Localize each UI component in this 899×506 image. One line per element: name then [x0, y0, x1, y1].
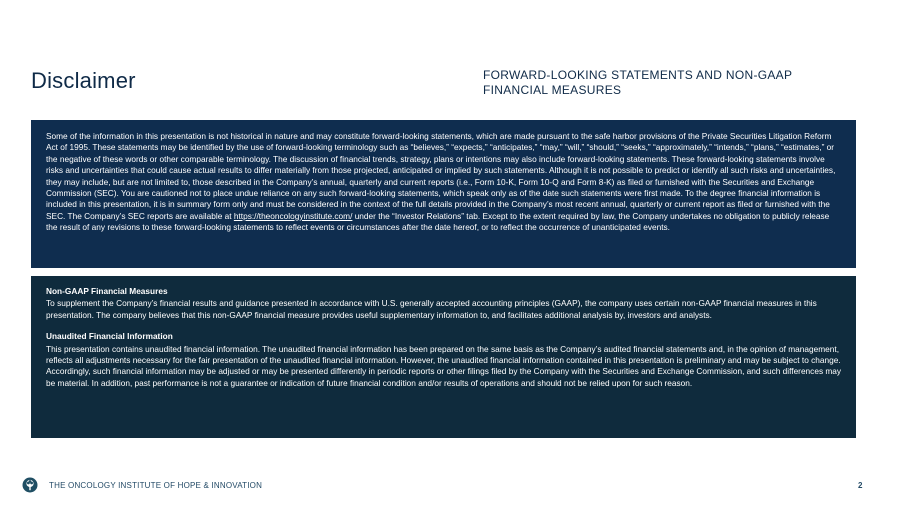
tree-logo-icon: [22, 477, 38, 493]
page-number: 2: [858, 481, 863, 490]
page-subtitle: FORWARD-LOOKING STATEMENTS AND NON-GAAP FINANCIAL MEASURES: [483, 68, 793, 97]
unaudited-text: This presentation contains unaudited financial information. The unaudited financial information has been prepared on the same basis as the Company’s audited financial statements and, in the opinion of management, reflects all adjustments necessary for the fair presentation of the unaudited financial information. However, the unaudited financial information contained in this presentation is preliminary and may be subject to change. Accordingly, such financial information may be adjusted or may be presented differently in periodic reports or other filings filed by the Company with the Securities and Exchange Commission, and such differences may be material. In addition, past performance is not a guarantee or indication of future financial condition and/or results of operations and should not be relied upon for such reason.: [46, 343, 842, 388]
footer-org-name: THE ONCOLOGY INSTITUTE OF HOPE & INNOVATION: [49, 481, 263, 490]
forward-looking-paragraph: [46, 131, 842, 234]
forward-looking-text: Some of the information in this presentation is not historical in nature and may constitute forward-looking statements, which are made pursuant to the safe harbor provisions of the Private Securities Litigation Reform Act of 1995. These statements may be identified by the use of forward-looking terminology such as “believes,” “expects,” “anticipates,” “may,” “will,” “should,” “seeks,” “approximately,” “intends,” “plans,” “estimates,” or the negative of these words or other comparable terminology. The discussion of financial trends, strategy, plans or intentions may also include forward-looking statements. These forward-looking statements involve risks and uncertainties that could cause actual results to differ materially from those projected, anticipated or implied by such statements. Although it is not possible to predict or identify all such risks and uncertainties, they may include, but are not limited to, those described in the Company’s annual, quarterly and current reports (i.e., Form 10-K, Form 10-Q and Form 8-K) as filed or furnished with the Securities and Exchange Commission (SEC). You are cautioned not to place undue reliance on any such forward-looking statements, which speak only as of the date such statements were first made. To the degree financial information is included in this presentation, it is in summary form only and must be considered in the context of the full details provided in the Company’s most recent annual, quarterly or current report as filed or furnished with the SEC. The Company’s SEC reports are available at: [46, 131, 836, 221]
forward-looking-statements-panel: [31, 120, 856, 268]
unaudited-heading: Unaudited Financial Information: [46, 331, 173, 342]
financial-measures-panel: [31, 276, 856, 438]
non-gaap-text: To supplement the Company’s financial results and guidance presented in accordance with U.S. generally accepted accounting principles (GAAP), the company uses certain non-GAAP financial measures in this presentation. The company believes that this non-GAAP financial measure provides useful supplementary information to, and facilitates additional analysis by, investors and analysts.: [46, 298, 817, 320]
forward-looking-text-continued: under the “Investor Relations” tab. Except to the extent required by law, the Company undertakes no obligation to publicly release the result of any revisions to these forward-looking statements to reflect events or circumstances after the date hereof, or to reflect the occurrence of unanticipated events.: [46, 210, 830, 233]
investor-site-link[interactable]: https://theoncologyinstitute.com/: [233, 210, 353, 221]
page-title: Disclaimer: [31, 68, 136, 93]
non-gaap-heading: Non-GAAP Financial Measures: [46, 286, 168, 296]
